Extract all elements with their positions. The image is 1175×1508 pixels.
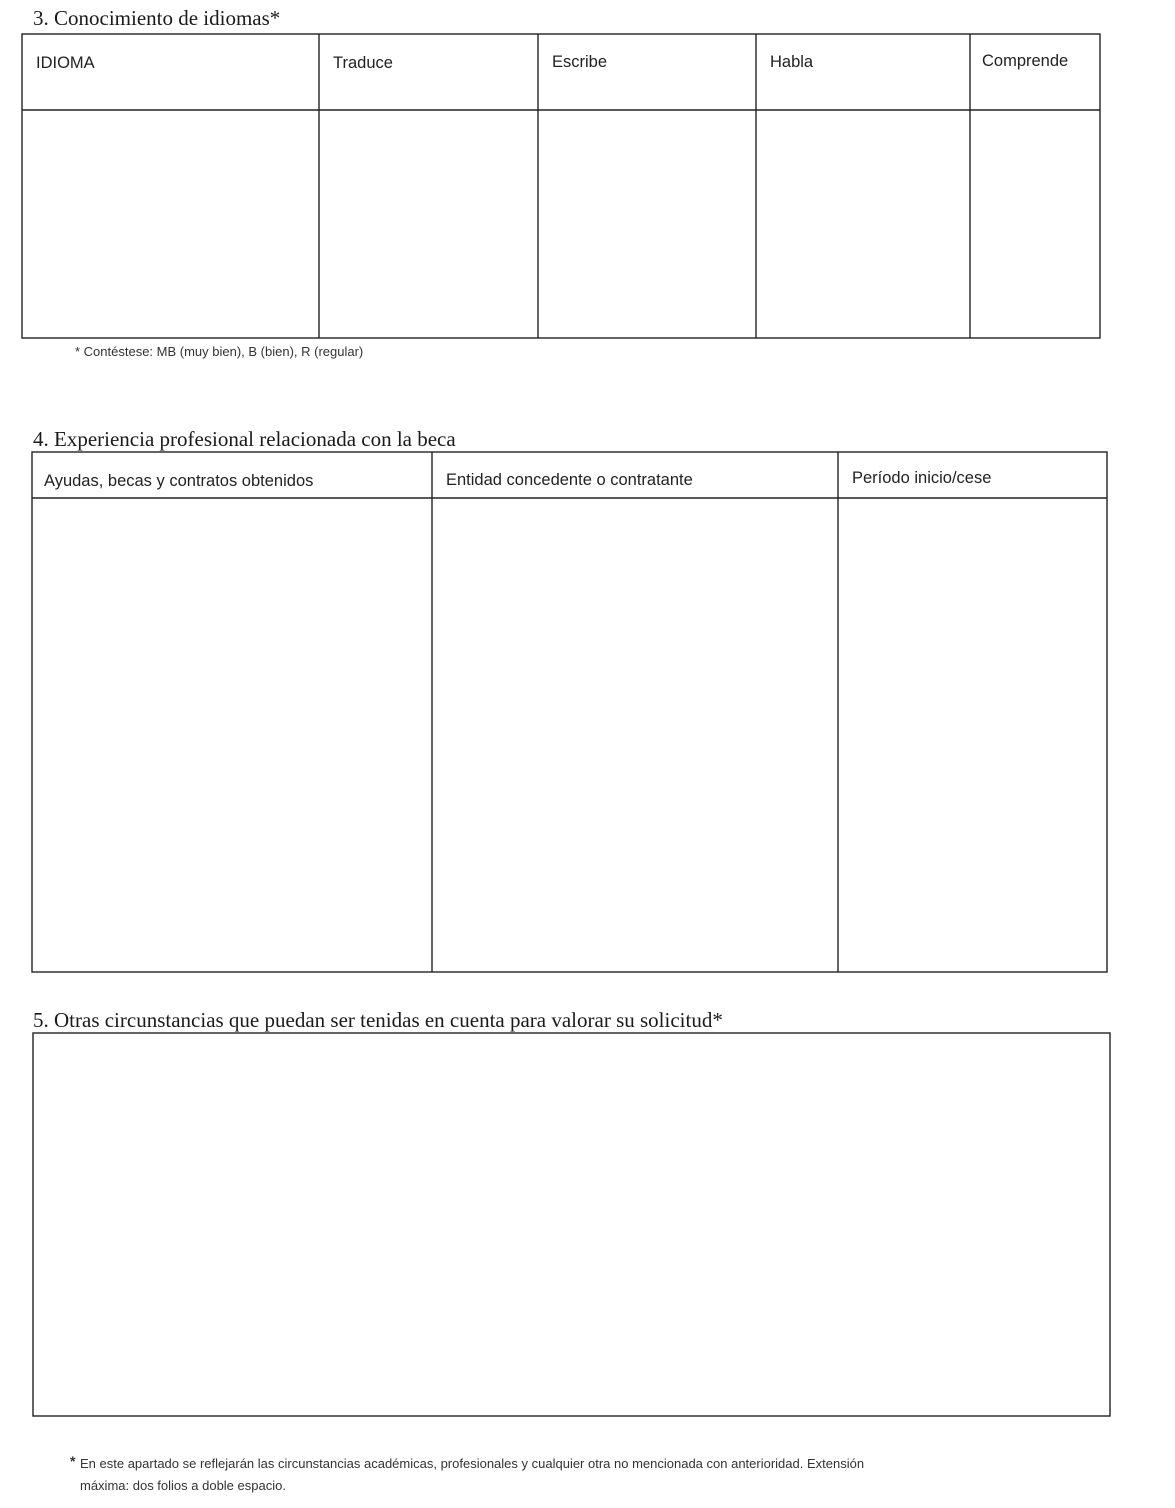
col-ayudas: Ayudas, becas y contratos obtenidos	[44, 472, 314, 490]
col-traduce: Traduce	[333, 54, 393, 72]
col-habla: Habla	[770, 53, 814, 71]
col-escribe: Escribe	[552, 53, 608, 71]
section-3-title: 3. Conocimiento de idiomas*	[33, 6, 281, 30]
section-5-title: 5. Otras circunstancias que puedan ser tenidas en cuenta para valorar su solicitud*	[33, 1008, 723, 1032]
footer-note-line-2: máxima: dos folios a doble espacio.	[80, 1478, 286, 1493]
footer-note-line-1: En este apartado se reflejarán las circunstancias académicas, profesionales y cualquier otra no mencionada con anterioridad. Extensión	[80, 1456, 865, 1471]
footer-note-marker: *	[70, 1453, 76, 1469]
language-table-border	[22, 34, 1100, 338]
col-periodo: Período inicio/cese	[852, 469, 992, 487]
col-entidad: Entidad concedente o contratante	[446, 471, 693, 489]
experience-table-border	[32, 452, 1107, 972]
section-4-title: 4. Experiencia profesional relacionada con la beca	[33, 427, 456, 451]
col-idioma: IDIOMA	[36, 54, 95, 72]
circumstances-box	[33, 1033, 1110, 1416]
col-comprende: Comprende	[982, 52, 1069, 70]
section-3-footnote: * Contéstese: MB (muy bien), B (bien), R (regular)	[75, 344, 364, 359]
